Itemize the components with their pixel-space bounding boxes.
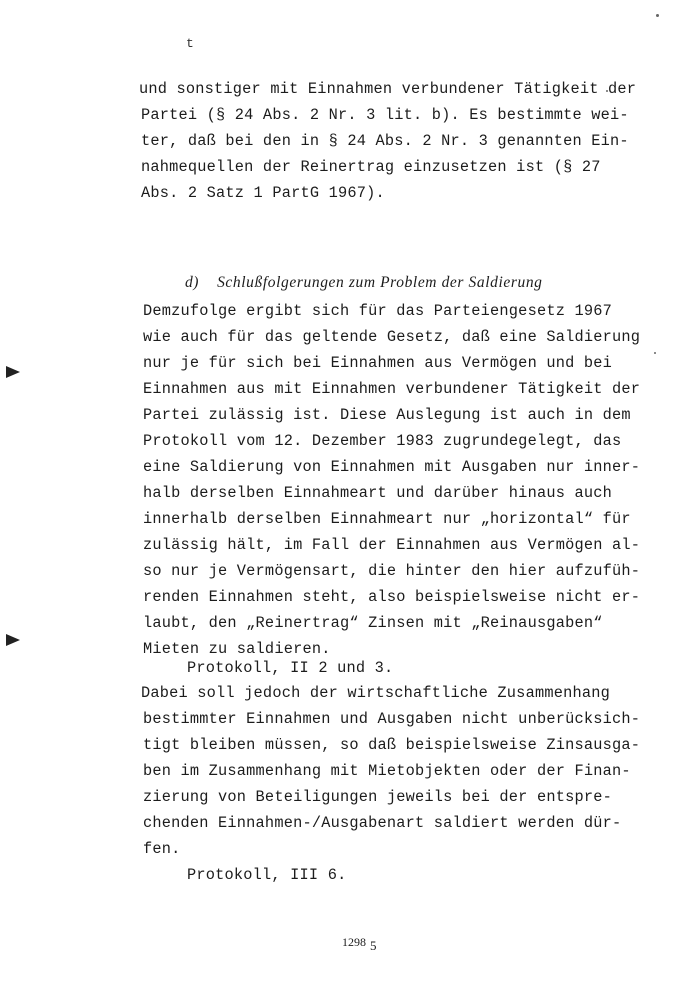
text-line: laubt, den „Reinertrag“ Zinsen mit „Reinausgaben“: [143, 614, 603, 632]
stray-mark: t: [186, 36, 194, 51]
text-line: wie auch für das geltende Gesetz, daß eine Saldierung: [143, 328, 641, 346]
text-line: Abs. 2 Satz 1 PartG 1967).: [141, 184, 385, 202]
margin-speck: [654, 352, 656, 354]
page-number-value: 1298: [342, 935, 366, 949]
text-line: ter, daß bei den in § 24 Abs. 2 Nr. 3 genannten Ein-: [141, 132, 629, 150]
text-line: tigt bleiben müssen, so daß beispielsweise Zinsausga-: [143, 736, 641, 754]
text-line: fen.: [143, 840, 181, 858]
page-number-suffix: 5: [370, 938, 377, 953]
text-line: Protokoll vom 12. Dezember 1983 zugrundegelegt, das: [143, 432, 622, 450]
text-line: und sonstiger mit Einnahmen verbundener Tätigkeit der: [139, 80, 637, 98]
section-label: d): [184, 274, 200, 291]
text-line: Demzufolge ergibt sich für das Parteiengesetz 1967: [143, 302, 612, 320]
text-line: zulässig hält, im Fall der Einnahmen aus Vermögen al-: [143, 536, 641, 554]
text-line: innerhalb derselben Einnahmeart nur „horizontal“ für: [143, 510, 631, 528]
text-line: so nur je Vermögensart, die hinter den hier aufzufüh-: [143, 562, 641, 580]
margin-speck: [656, 14, 659, 17]
text-line: eine Saldierung von Einnahmen mit Ausgaben nur inner-: [143, 458, 641, 476]
footnote-reference: Protokoll, II 2 und 3.: [187, 659, 394, 677]
section-heading: [176, 256, 543, 292]
margin-arrow-icon: [6, 634, 20, 646]
text-line: nahmequellen der Reinertrag einzusetzen ist (§ 27: [141, 158, 601, 176]
text-line: Partei zulässig ist. Diese Auslegung ist auch in dem: [143, 406, 631, 424]
margin-arrow-icon: [6, 366, 20, 378]
footnote-reference: Protokoll, III 6.: [187, 866, 347, 884]
text-line: Partei (§ 24 Abs. 2 Nr. 3 lit. b). Es bestimmte wei-: [141, 106, 629, 124]
text-line: Mieten zu saldieren.: [143, 640, 331, 658]
text-line: chenden Einnahmen-/Ausgabenart saldiert werden dür-: [143, 814, 622, 832]
text-line: nur je für sich bei Einnahmen aus Vermögen und bei: [143, 354, 612, 372]
text-line: halb derselben Einnahmeart und darüber hinaus auch: [143, 484, 612, 502]
text-line: zierung von Beteiligungen jeweils bei der entspre-: [143, 788, 612, 806]
text-line: Einnahmen aus mit Einnahmen verbundener Tätigkeit der: [143, 380, 641, 398]
text-line: ben im Zusammenhang mit Mietobjekten oder der Finan-: [143, 762, 631, 780]
section-title: Schlußfolgerungen zum Problem der Saldierung: [217, 274, 543, 291]
text-line: Dabei soll jedoch der wirtschaftliche Zusammenhang: [141, 684, 610, 702]
text-line: bestimmter Einnahmen und Ausgaben nicht unberücksich-: [143, 710, 641, 728]
text-line: renden Einnahmen steht, also beispielsweise nicht er-: [143, 588, 641, 606]
page-number: [342, 934, 377, 953]
